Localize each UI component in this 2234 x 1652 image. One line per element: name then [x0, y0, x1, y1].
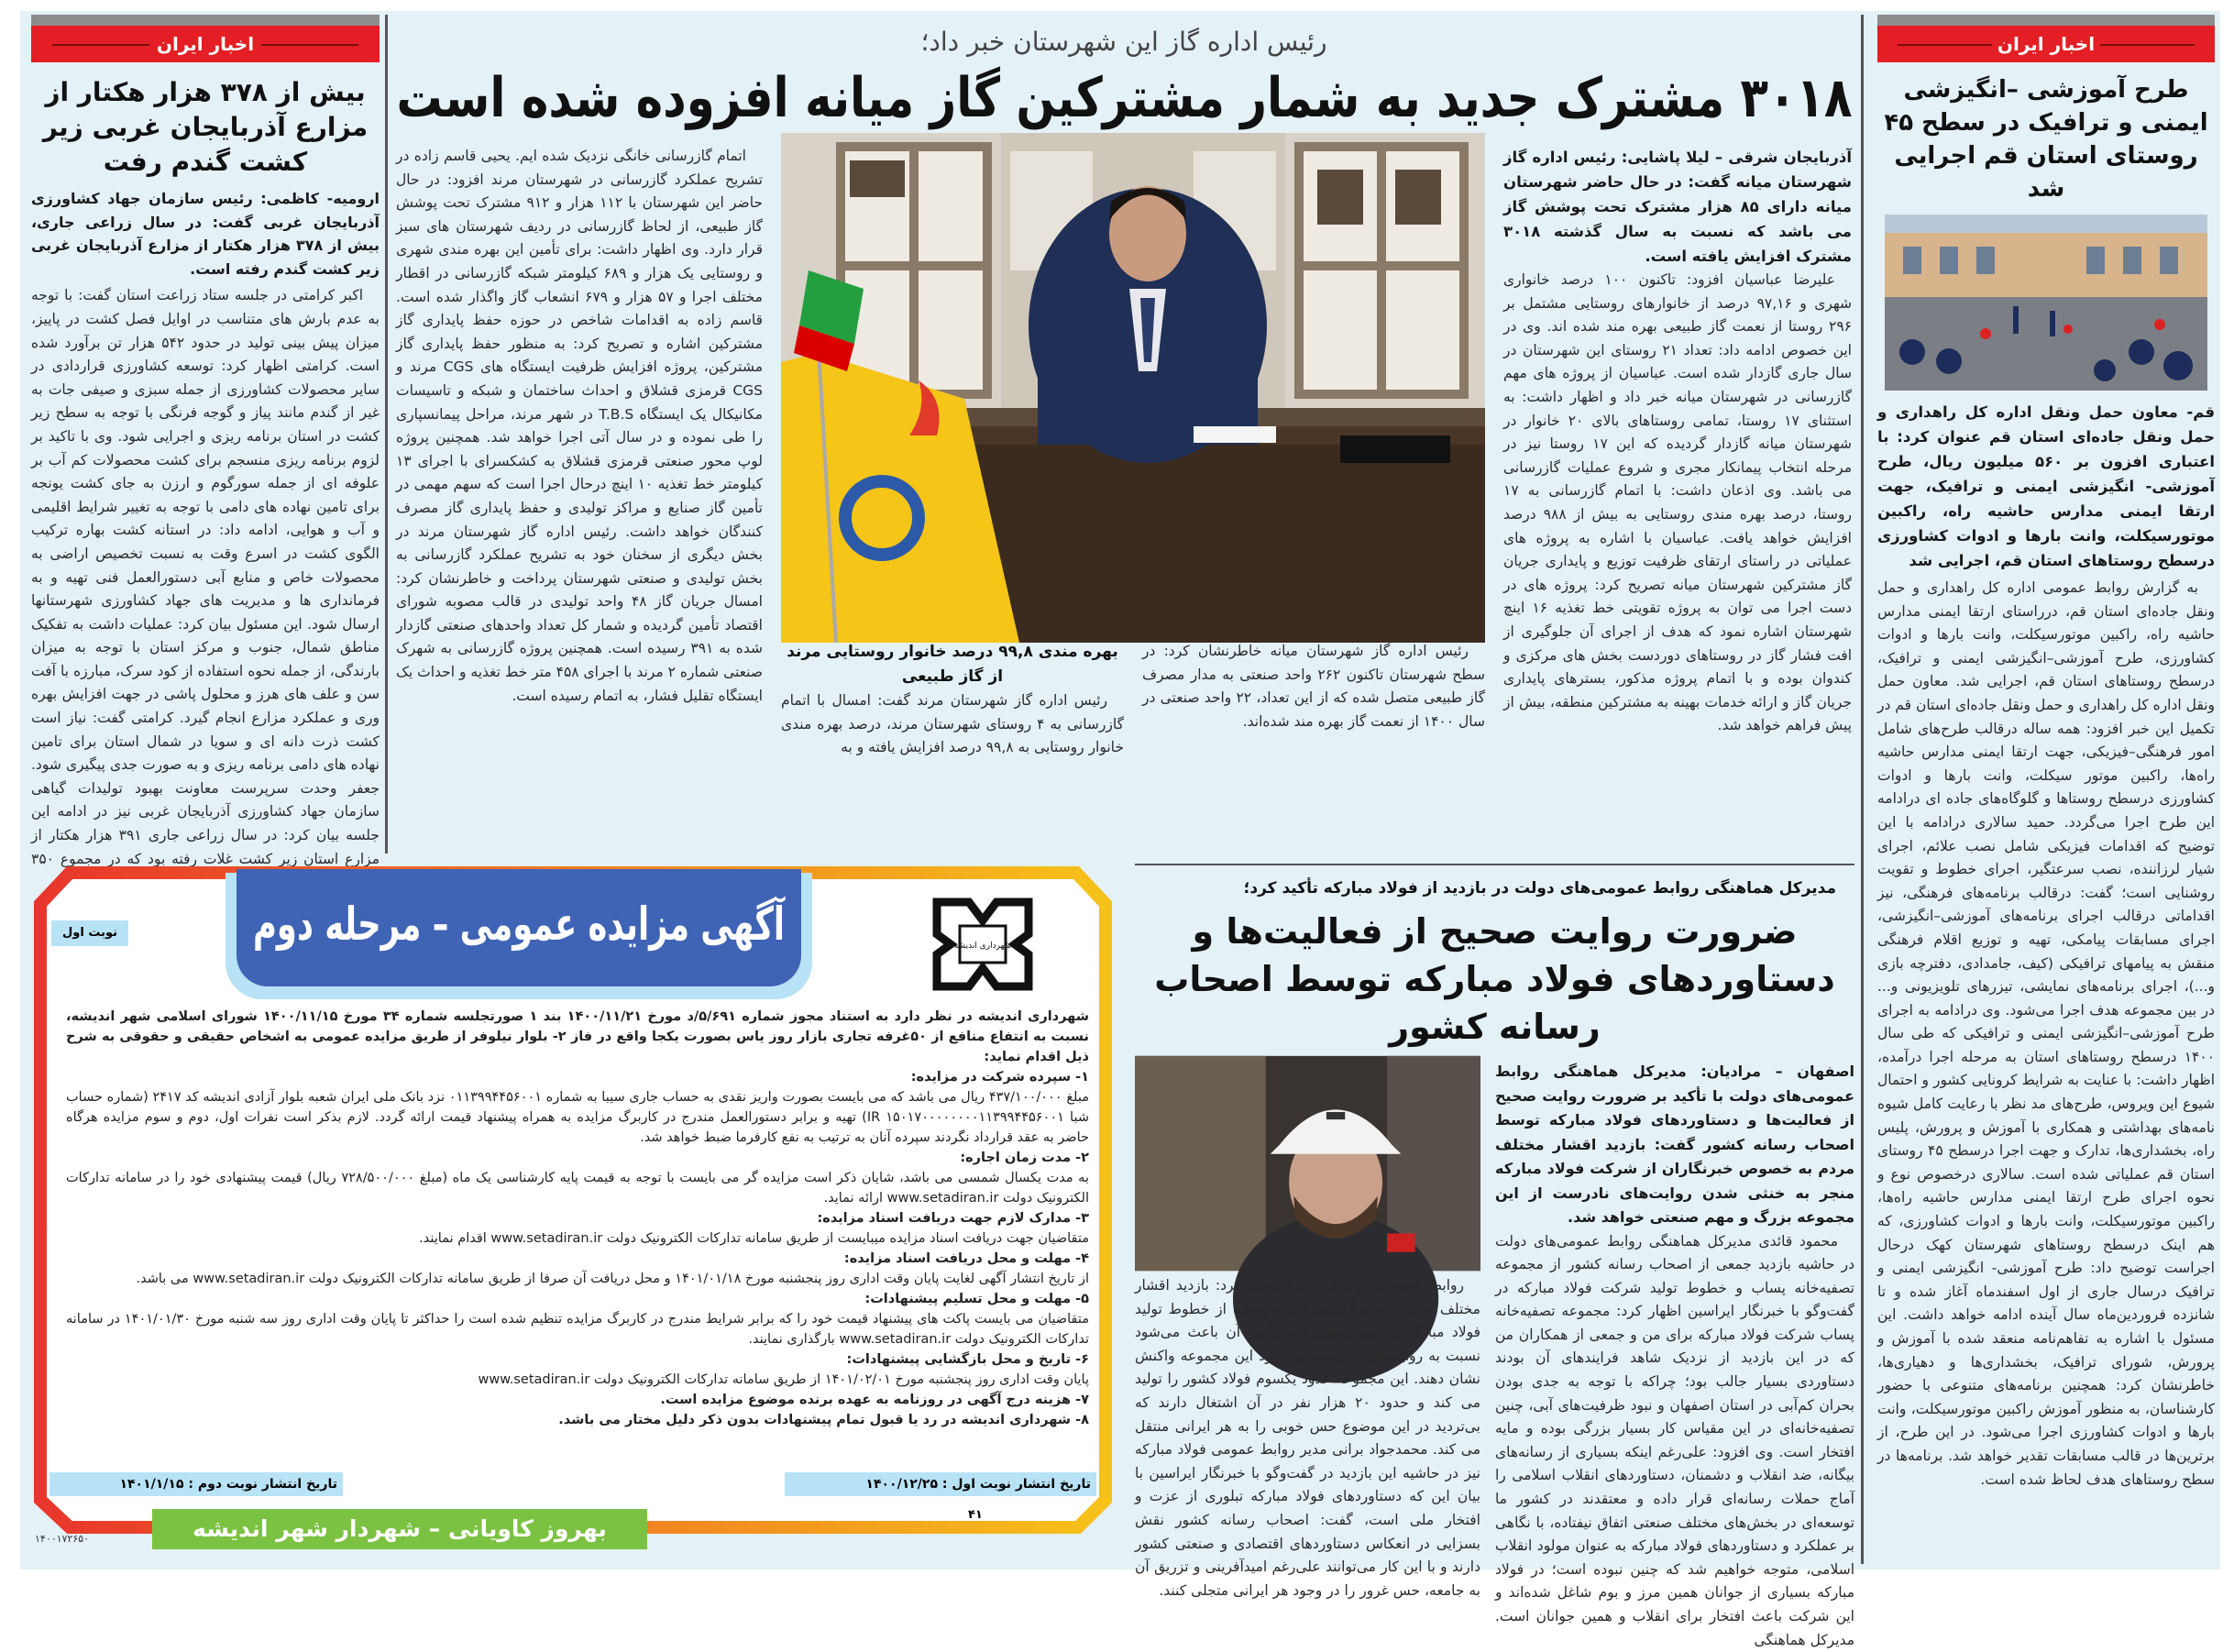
fulad-kicker-box — [1135, 876, 1854, 900]
ad-intro: شهرداری اندیشه در نظر دارد به استناد مجوز شماره ۵/۶۹۱/د مورخ ۱۴۰۰/۱۱/۲۱ بند ۱ صورتجلسه شماره ۳۴ مورخ ۱۴۰۰/۱۱/۱۵ شورای اسلامی شهر اندیشه، نسبت به انتفاع منافع از ۵۰غرفه تجاری بازار روز یاس بصورت یکجا واقع در فاز ۲- بلوار نیلوفر از طریق مزایده عمومی به اشخاص حقیقی و حقوقی به شرح ذیل اقدام نماید: — [66, 1007, 1089, 1067]
column-divider — [1861, 15, 1864, 1564]
ad-title-box — [237, 869, 801, 986]
ad-item-text: متقاضیان جهت دریافت اسناد مزایده میبایست از طریق سامانه تدارکات الکترونیک دولت www.setadiran.ir اقدام نمایند. — [66, 1228, 1089, 1249]
right-lead: قم- معاون حمل ونقل اداره کل راهداری و حمل ونقل جاده‌ای استان قم عنوان کرد: با اعتباری افزون بر ۵۶۰ میلیون ریال، طرح آموزشی- انگیزشی ایمنی و ترافیک، جهت ارتقا ایمنی مدارس حاشیه راه، راکبین موتورسیکلت، وانت بارها و ادوات کشاورزی درسطح روستاهای استان قم، اجرایی شد — [1877, 400, 2215, 573]
svg-text:شهرداری اندیشه: شهرداری اندیشه — [954, 942, 1012, 951]
fulad-kicker: مدیرکل هماهنگی روابط عمومی‌های دولت در بازدید از فولاد مبارکه تأکید کرد؛ — [1244, 876, 1836, 900]
ad-item-heading: ۴- مهلت و محل دریافت اسناد مزایده: — [66, 1249, 1089, 1269]
left-lead: ارومیه- کاظمی: رئیس سازمان جهاد کشاورزی آذربایجان غربی گفت: در سال زراعی جاری، بیش از ۳۷۸ هزار هکتار از مزارع آذربایجان غربی زیر کشت گندم رفته است. — [31, 187, 380, 281]
ad-item-text: متقاضیان می بایست پاکت های پیشنهاد قیمت خود را که برابر شرایط مندرج در کاربرگ مزایده تنظیم شده است را حداکثر تا پایان وقت اداری روز سه شنبه مورخ ۱۴۰۱/۰۱/۳۰ در سامانه تدارکات الکترونیک دولت www.setadiran.ir بارگذاری نمایند. — [66, 1309, 1089, 1349]
fulad-headline: ضرورت روایت صحیح از فعالیت‌ها و دستاوردهای فولاد مبارکه توسط اصحاب رسانه کشور — [1135, 908, 1854, 1051]
right-article — [1877, 15, 2215, 1562]
right-headline: طرح آموزشی –انگیزشی ایمنی و ترافیک در سطح ۴۵ روستای استان قم اجرایی شد — [1877, 73, 2215, 205]
gas-lead: آذربایجان شرقی – لیلا پاشایی: رئیس اداره گاز شهرستان میانه گفت: در حال حاضر شهرستان میانه دارای ۸۵ هزار مشترک تحت پوشش گاز می باشد که نسبت به سال گذشته ۳۰۱۸ مشترک افزایش یافته است. — [1503, 145, 1852, 269]
gas-headline-box — [396, 61, 1852, 136]
section-label-right: اخبار ایران — [1877, 15, 2215, 62]
gas-col2 — [1142, 640, 1485, 853]
gas-col4 — [396, 145, 763, 853]
right-photo — [1885, 215, 2207, 391]
gas-kicker: رئیس اداره گاز این شهرستان خبر داد؛ — [396, 24, 1852, 61]
gas-col3 — [781, 689, 1124, 853]
ad-date-first-box — [785, 1472, 1096, 1496]
ad-item-heading: ۳- مدارک لازم جهت دریافت اسناد مزایده: — [66, 1208, 1089, 1228]
fulad-col1-text: محمود قائدی مدیرکل هماهنگی روابط عمومی‌های دولت در حاشیه بازدید جمعی از اصحاب رسانه کشور از مجموعه تصفیه‌خانه پساب و خطوط تولید شرکت فولاد مبارکه در گفت‌وگو با خبرنگار ایراسین اظهار کرد: مجموعه تصفیه‌خانه پساب شرکت فولاد مبارکه برای من و جمعی از همکاران من که در این بازدید از نزدیک شاهد فرایندهای آن بودند دستاوردی بسیار جالب بود؛ چراکه با توجه به جدی بودن بحران کم‌آبی در استان اصفهان و نبود ظرفیت‌های آبی، چنین تصفیه‌خانه‌ای در این مقیاس کار بسیار بزرگی بوده و مایه افتخار است. وی افزود: علی‌رغم اینکه بسیاری از رسانه‌های بیگانه، ضد انقلاب و دشمنان، دستاوردهای انقلاب اسلامی را آماج حملات رسانه‌ای قرار داده و معتقدند در کشور ما توسعه‌ای در بخش‌های مختلف صنعتی اتفاق نیفتاده، با نگاهی بر عملکرد و دستاوردهای فولاد مبارکه به عنوان مولود انقلاب اسلامی، متوجه خواهیم شد که چنین نبوده است؛ در فولاد مبارکه بسیاری از جوانان همین مرز و بوم شاغل شده‌اند و این شرکت باعث افتخار برای انقلاب و همین جوانان است. مدیرکل هماهنگی — [1495, 1230, 1854, 1652]
ad-item-heading: ۱- سپرده شرکت در مزایده: — [66, 1067, 1089, 1087]
left-headline: بیش از ۳۷۸ هزار هکتار از مزارع آذربایجان غربی زیر کشت گندم رفت — [31, 75, 380, 180]
fulad-col2-text: روابط عمومی‌های دولت خاطرنشان کرد: بازدید اقشار مختلف مردم خصوصاً اهالی قلم و رسانه از خطوط تولید فولاد مبارکه و دستاوردهای افتخارآمیز آن باعث می‌شود نسبت به روایت‌های نادرست در مورد این مجموعه واکنش نشان دهند. این مجموعه حدود یکسوم فولاد کشور را تولید می کند و حدود ۲۰ هزار نفر در آن اشتغال دارند که بی‌تردید در این موضوع حس خوبی را به هر ایرانی منتقل می کند. محمدجواد برانی مدیر روابط عمومی فولاد مبارکه نیز در حاشیه این بازدید در گفت‌وگو با خبرنگار ایراسین با بیان این که دستاوردهای فولاد مبارکه تبلوری از عزت و افتخار ملی است، گفت: اصحاب رسانه کشور نقش بسزایی در انعکاس دستاوردهای اقتصادی و صنعتی کشور دارند و با این کار می‌توانند علی‌رغم امیدآفرینی و تزریق آن به جامعه، حس غرور را در وجود هر ایرانی متجلی کنند. — [1135, 1274, 1480, 1602]
column-divider — [385, 15, 388, 854]
ad-item-heading: ۶- تاریخ و محل بازگشایی پیشنهادات: — [66, 1349, 1089, 1370]
right-body-text: به گزارش روابط عمومی اداره کل راهداری و حمل ونقل جاده‌ای استان قم، درراستای ارتقا ایمنی مدارس حاشیه راه، راکبین موتورسیکلت، وانت بارها و ادوات کشاورزی، طرح آموزشی–انگیزشی ایمنی و ترافیک، درسطح روستاهای استان قم، اجرایی شد. معاون حمل ونقل اداره کل راهداری و حمل ونقل جاده‌ای استان قم در تکمیل این خبر افزود: همه ساله درقالب طرح‌های شامل امور فرهنگی–فیزیکی، جهت ارتقا ایمنی مدارس حاشیه راه‌ها، راکبین موتور سیکلت، وانت بارها و ادوات کشاورزی درسطح روستاها و گلوگاه‌های جاده ای درادامه این طرح اجرا می‌گردد. حمید سالاری درادامه با این توضیح که اقدامات فیزیکی شامل نصب علائم، اجرای شیار لرزاننده، نصب سرعتگیر، اجرای خطوط و تقویت روشنایی است؛ گفت: درقالب برنامه‌های فرهنگی، نیز اقداماتی درقالب اجرای برنامه‌های آموزشی–انگیزشی، اجرای مسابقات پیامکی، تهیه و توزیع اقلام فرهنگی منقش به پیامهای ترافیکی (کیف، جامدادی، دفترچه بازی و...)، اجرای برنامه‌های نمایشی، تیزرهای تلویزیونی و... در بین مجموعه هدف اجرا می‌شود. وی درادامه به اجرای طرح آموزشی–انگیزشی ایمنی و ترافیکی که طی سال ۱۴۰۰ درسطح روستاهای استان به مرحله اجرا درآمده، اظهار داشت: با عنایت به شرایط کرونایی کشور و احتمال شیوع این ویروس، طرح‌های مد نظر با رعایت کامل شیوه نامه‌های بهداشتی و همکاری با آموزش و پرورش، پلیس راه، بخشداری‌ها، تدارک و جهت اجرا درسطح ۴۵ روستای استان قم عملیاتی شده است. سالاری درخصوص نوع و نحوه اجرای طرح ارتقا ایمنی مدارس حاشیه راه‌ها، راکبین موتورسیکلت، وانت بارها و ادوات کشاورزی، که هم اینک درسطح روستاهای شهرستان کهک درحال اجراست توضیح داد: طرح آموزشی- انگیزشی ایمنی و ترافیک درسال جاری از اول اسفندماه آغاز شده و تا شانزده فروردین‌ماه سال آینده ادامه خواهد داشت. این مسئول با اشاره به تفاهم‌نامه منعقد شده با آموزش و پرورش، شورای ترافیک، بخشداری‌ها و دهیاری‌ها، خاطرنشان کرد: همچنین برنامه‌های متنوعی با حضور کارشناسان، به منظور آموزش راکبین موتورسیکلت، وانت بارها و ادوات کشاورزی اجرا می‌شود. در این طرح، از برترین‌ها در قالب مسابقات تقدیر خواهد شد. برنامه‌ها در سطح روستاهای هدف لحاظ شده است. — [1877, 577, 2215, 1492]
fulad-left-column — [1135, 1060, 1480, 1560]
ad-date-second: تاریخ انتشار نوبت دوم : ۱۴۰۱/۱/۱۵ — [119, 1472, 337, 1496]
gas-subhead: بهره مندی ۹۹,۸ درصد خانوار روستایی مرند از گاز طبیعی — [781, 640, 1124, 689]
ad-title: آگهی مزایده عمومی – مرحله دوم — [253, 869, 785, 979]
gas-col1-text: علیرضا عباسیان افزود: تاکنون ۱۰۰ درصد خانواری شهری و ۹۷,۱۶ درصد از خانوارهای روستایی مشتمل بر ۲۹۶ روستا از نعمت گاز طبیعی بهره مند شده اند. وی در این خصوص ادامه داد: تعداد ۲۱ روستای این شهرستان در سال جاری گازدار شده است. عباسیان از پروژه های مهم گازرسانی در شهرستان میانه خبر داد و اظهار داشت: به استثنای ۱۷ روستا، تمامی روستاهای بالای ۲۰ خانوار در شهرستان میانه گازدار گردیده که این ۱۷ روستا نیز در مرحله انتخاب پیمانکار مجری و شروع عملیات گازرسانی می باشد. وی اذعان داشت: با اتمام گازرسانی به ۱۷ روستا، درصد بهره مندی روستایی به بیش از ۹۸۸ درصد افزایش خواهد یافت. عباسیان با اشاره به پروژه های عملیاتی در راستای ارتقای ظرفیت توزیع و پایداری جریان گاز مشترکین شهرستان میانه تصریح کرد: پروژه های در دست اجرا می توان به پروژه تقویتی خط تغذیه ۱۶ اینچ شهرستان اشاره نمود که هدف از اجرای آن جلوگیری از افت فشار گاز در روستاهای دوردست بخش های مرکزی و کندوان بوده و با اتمام پروژه مذکور، بسترهای پایداری جریان گاز و ارائه خدمات بهینه به مشترکین منطقه، بیش از پیش فراهم خواهد شد. — [1503, 269, 1852, 738]
gas-col1 — [1503, 269, 1852, 853]
gas-col3-text: رئیس اداره گاز شهرستان مرند گفت: امسال با اتمام گازرسانی به ۴ روستای شهرستان مرند، درصد بهره مندی خانوار روستایی به ۹۹,۸ درصد افزایش یافته و به — [781, 689, 1124, 760]
fulad-article — [1135, 864, 1854, 1560]
section-label-left: اخبار ایران — [31, 15, 380, 62]
gas-article — [396, 24, 1852, 853]
fulad-right-column — [1495, 1060, 1854, 1560]
ad-item-heading: ۸- شهرداری اندیشه در رد یا قبول تمام پیشنهادات بدون ذکر دلیل مختار می باشد. — [66, 1410, 1089, 1430]
gas-photo — [781, 145, 1485, 631]
left-article — [31, 15, 380, 851]
gas-marand-column — [781, 640, 1124, 853]
gas-columns — [396, 145, 1852, 853]
fulad-lead: اصفهان – مرادیان: مدیرکل هماهنگی روابط عمومی‌های دولت با تأکید بر ضرورت روایت صحیح از فعالیت‌ها و دستاوردهای فولاد مبارکه توسط اصحاب رسانه کشور گفت: بازدید اقشار مختلف مردم به خصوص خبرنگاران از شرکت فولاد مبارکه منجر به خنثی شدن روایت‌های نادرست از این مجموعه بزرگ و مهم صنعتی خواهد شد. — [1495, 1060, 1854, 1230]
ad-item-text: پایان وقت اداری روز پنجشنبه مورخ ۱۴۰۱/۰۲/۰۱ از طریق سامانه تدارکات الکترونیک دولت www.setadiran.ir — [66, 1370, 1089, 1390]
ad-signature: بهروز کاویانی – شهردار شهر اندیشه — [193, 1509, 607, 1549]
ad-items — [66, 1067, 1089, 1430]
ad-item-heading: ۵- مهلت و محل تسلیم پیشنهادات: — [66, 1289, 1089, 1309]
left-body — [31, 284, 380, 851]
gas-right-column — [1503, 145, 1852, 853]
gas-col4-text: اتمام گازرسانی خانگی نزدیک شده ایم. یحیی قاسم زاده در تشریح عملکرد گازرسانی در شهرستان مرند افزود: در حال حاضر این شهرستان با ۱۱۲ هزار و ۹۱۲ مشترک تحت پوشش گاز طبیعی، از لحاظ گازرسانی در ردیف شهرستان های سبز قرار دارد. وی اظهار داشت: برای تأمین این بهره مندی شهری و روستایی یک هزار و ۶۸۹ کیلومتر شبکه گازرسانی در اقطار مختلف اجرا و ۵۷ هزار و ۶۷۹ انشعاب گاز واگذار شده است. قاسم زاده به اقدامات شاخص در حوزه حفظ پایداری گاز مشترکین اشاره و تصریح کرد: به منظور حفظ پایداری گاز مشترکین، پروژه افزایش ظرفیت ایستگاه های CGS مرند و CGS قرمزی قشلاق و احداث ساختمان و شبکه و تاسیسات مکانیکال یک ایستگاه T.B.S در شهر مرند، مراحل پیمانسپاری را طی نموده و در سال آتی اجرا خواهد شد. همچنین پروژه لوپ محور صنعتی قرمزی قشلاق به کشکسرای با اجرای ۱۳ کیلومتر خط تغذیه ۱۰ اینچ درحال اجرا است که سهم مهمی در تأمین گاز صنایع و مراکز تولیدی و حفظ پایداری گاز مصرف کنندگان خواهد داشت. رئیس اداره گاز شهرستان مرند در بخش دیگری از سخنان خود به تشریح عملکرد گازرسانی به بخش تولیدی و صنعتی شهرستان پرداخت و خاطرنشان کرد: امسال جریان گاز ۴۸ واحد تولیدی در قالب مصوبه شورای اقتصاد تأمین گردیده و شمار کل تعداد واحدهای صنعتی گازدار شده به ۳۹۱ رسیده است. همچنین پروژه گازرسانی به شهرک صنعتی شماره ۲ مرند با اجرای ۴۵۸ متر خط تغذیه و احداث یک ایستگاه تقلیل فشار، به اتمام رسیده است. — [396, 145, 763, 708]
ad-signature-box — [152, 1509, 647, 1549]
ad-item-text: مبلغ ۴۳۷/۱۰۰/۰۰۰ ریال می باشد که می بایست بصورت واریز نقدی به حساب جاری سیبا به شماره ۰۱۱۳۹۹۴۴۵۶۰۰۱ نزد بانک ملی ایران شعبه بلوار آزادی اندیشه کد ۲۴۱۷ (شماره حساب شبا IR ۱۵۰۱۷۰۰۰۰۰۰۰۰۱۱۳۹۹۴۴۵۶۰۰۱) تهیه و برابر دستورالعمل مندرج در کاربرگ مزایده به همراه پیشنهاد قیمت ارائه گردد. لازم بذکر است نفرات اول، دوم و سوم مزایده هرگاه حاضر به عقد قرارداد نگردند سپرده آنان به ترتیب به نفع کارفرما ضبط خواهد شد. — [66, 1087, 1089, 1148]
ad-date-second-box — [50, 1472, 343, 1496]
fulad-col2 — [1135, 1274, 1480, 1560]
gas-col2-text: رئیس اداره گاز شهرستان میانه خاطرنشان کرد: در سطح شهرستان تاکنون ۲۶۲ واحد صنعتی به مدار مصرف گاز طبیعی متصل شده که از این تعداد، ۲۲ واحد صنعتی در سال ۱۴۰۰ از نعمت گاز بهره مند شده‌اند. — [1142, 640, 1485, 733]
gas-headline: ۳۰۱۸ مشترک جدید به شمار مشترکین گاز میانه افزوده شده است — [396, 61, 1852, 136]
ad-date-first: تاریخ انتشار نوبت اول : ۱۴۰۰/۱۲/۲۵ — [865, 1472, 1091, 1496]
left-body-text: اکبر کرامتی در جلسه ستاد زراعت استان گفت: با توجه به عدم بارش های متناسب در اوایل فصل کشت در پاییز، میزان پیش بینی تولید در حدود ۵۴۲ هزار تن برآورد شده است. کرامتی اظهار کرد: توسعه کشاورزی قراردادی در سایر محصولات کشاورزی از جمله سبزی و صیفی جات به غیر از گندم مانند پیاز و گوجه فرنگی با توجه به سطح زیر کشت در استان برنامه ریزی و اجرایی شود. وی با تاکید بر لزوم برنامه ریزی منسجم برای کشت محصولات کم آب بر علوفه ای از جمله سورگوم و ارزن به جای کشت یونجه برای تامین نهاده های دامی با توجه به تغییر شرایط اقلیمی و آب و هوایی، ادامه داد: در استانه کشت بهاره ترکیب الگوی کشت در اسرع وقت به نسبت تخصیص اراضی به محصولات خاص و منابع آبی دستورالعمل فنی تهیه و به فرمانداری ها و مدیریت های جهاد کشاورزی شهرستانها ارسال شود. این مسئول بیان کرد: عملیات داشت به تفکیک مناطق شمال، جنوب و مرکز استان با توجه به میزان بارندگی، از جمله نحوه استفاده از کود سرک، مبارزه با آفت سن و علف های هرز و محلول پاشی در جهت افزایش بهره وری و عملکرد مزارع انجام گیرد. کرامتی گفت: نیاز است کشت ذرت دانه ای و سویا در شمال استان برای تامین نهاده های دامی برنامه ریزی و به صورت جدی پیگیری شود. جعفر وحدت سرپرست معاونت بهبود تولیدات گیاهی سازمان جهاد کشاورزی آذربایجان غربی نیز در ادامه این جلسه بیان کرد: در سال زراعی جاری ۳۹۱ هزار هکتار از مزارع استان زیر کشت غلات رفته بود که در مجموع ۳۵۰ — [31, 284, 380, 894]
ad-item-heading: ۷- هزینه درج آگهی در روزنامه به عهده برنده موضوع مزایده است. — [66, 1390, 1089, 1410]
ad-badge-box — [51, 920, 128, 946]
andisheh-municipality-logo — [928, 893, 1038, 996]
auction-ad — [33, 867, 1113, 1553]
gas-middle-column — [781, 145, 1485, 853]
ad-item-text: به مدت یکسال شمسی می باشد، شایان ذکر است مزایده گر می بایست با توجه به قیمت پایه کارشناسی یک ماه (مبلغ ۷۲۸/۵۰۰/۰۰۰ ریال) قیمت پیشنهادی خود را در سامانه تدارکات الکترونیک دولت www.setadiran.ir ارائه نماید. — [66, 1168, 1089, 1208]
fulad-photo — [1135, 1060, 1480, 1267]
ad-number: ۴۱ — [968, 1507, 983, 1524]
fulad-col1 — [1495, 1230, 1854, 1561]
ad-body — [66, 1007, 1089, 1465]
ad-item-text: از تاریخ انتشار آگهی لغایت پایان وقت اداری روز پنجشنبه مورخ ۱۴۰۱/۰۱/۱۸ و محل دریافت آن صرفا از طریق سامانه تدارکات الکترونیک دولت www.setadiran.ir می باشد. — [66, 1269, 1089, 1289]
ad-badge: نوبت اول — [62, 920, 117, 946]
fulad-columns — [1135, 1060, 1854, 1560]
ad-code: ۱۴۰۰۱۷۲۶۵۰ — [35, 1533, 89, 1546]
newspaper-page — [20, 11, 2220, 1569]
right-body — [1877, 577, 2215, 1562]
gas-photo-subcolumns — [781, 640, 1485, 853]
ad-item-heading: ۲- مدت زمان اجاره: — [66, 1148, 1089, 1168]
